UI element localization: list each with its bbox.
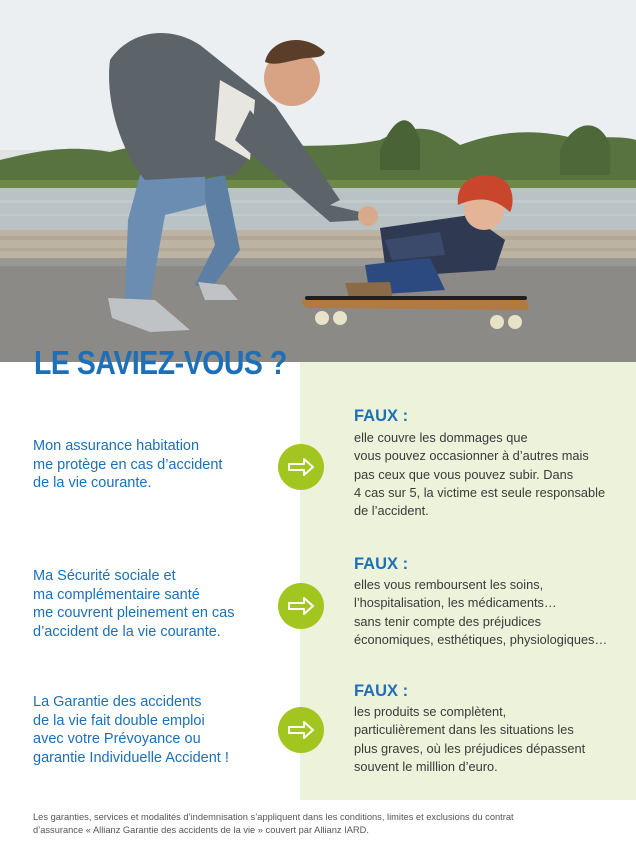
question-line: d’accident de la vie courante.	[33, 623, 221, 640]
answer-line: de l’accident.	[354, 503, 429, 519]
arrow-right-icon	[278, 707, 324, 753]
answer-line: vous pouvez occasionner à d’autres mais	[354, 448, 589, 464]
answer-line: pas ceux que vous pouvez subir. Dans	[354, 466, 574, 482]
answer-line: plus graves, où les préjudices dépassent	[354, 740, 586, 756]
answer-line: souvent le milllion d’euro.	[354, 758, 498, 774]
arrow-right-icon	[278, 444, 324, 490]
hero-photo	[0, 0, 636, 362]
question-line: La Garantie des accidents	[33, 694, 202, 710]
question-line: me protège en cas d’accident	[33, 456, 223, 473]
hero-illustration	[0, 0, 636, 362]
question-line: ma complémentaire santé	[33, 586, 200, 603]
page-title: LE SAVIEZ-VOUS ?	[34, 344, 287, 381]
answer-2	[354, 576, 629, 649]
arrow-right-icon	[286, 719, 316, 741]
arrow-right-icon	[278, 583, 324, 629]
legal-footnote	[33, 811, 623, 836]
answer-line: 4 cas sur 5, la victime est seule responsable	[354, 484, 606, 500]
question-line: Mon assurance habitation	[33, 438, 200, 454]
arrow-right-icon	[286, 456, 316, 478]
question-line: Ma Sécurité sociale et	[33, 568, 176, 584]
footnote-line: d’assurance « Allianz Garantie des accidents de la vie » couvert par Allianz IARD.	[33, 824, 369, 835]
answer-1-head: FAUX :	[354, 407, 409, 425]
answer-3	[354, 703, 629, 776]
answer-line: l’hospitalisation, les médicaments…	[354, 595, 557, 611]
answer-line: économiques, esthétiques, physiologiques…	[354, 631, 608, 647]
question-2	[33, 567, 283, 641]
question-line: de la vie courante.	[33, 475, 152, 491]
answer-1	[354, 429, 629, 520]
answer-line: elles vous remboursent les soins,	[354, 577, 544, 592]
footnote-line: Les garanties, services et modalités d’indemnisation s’appliquent dans les conditions, limites et exclusions du contrat	[33, 812, 514, 822]
answer-2-head: FAUX :	[354, 555, 409, 573]
answer-line: sans tenir compte des préjudices	[354, 613, 542, 629]
question-line: avec votre Prévoyance ou	[33, 731, 201, 747]
question-1	[33, 437, 283, 493]
question-line: me couvrent pleinement en cas	[33, 605, 235, 621]
question-line: garantie Individuelle Accident !	[33, 749, 229, 766]
question-line: de la vie fait double emploi	[33, 712, 205, 729]
arrow-right-icon	[286, 595, 316, 617]
answer-line: elle couvre les dommages que	[354, 430, 528, 445]
answer-line: les produits se complètent,	[354, 704, 507, 719]
answer-3-head: FAUX :	[354, 682, 409, 700]
answer-line: particulièrement dans les situations les	[354, 722, 574, 738]
question-3	[33, 693, 283, 767]
